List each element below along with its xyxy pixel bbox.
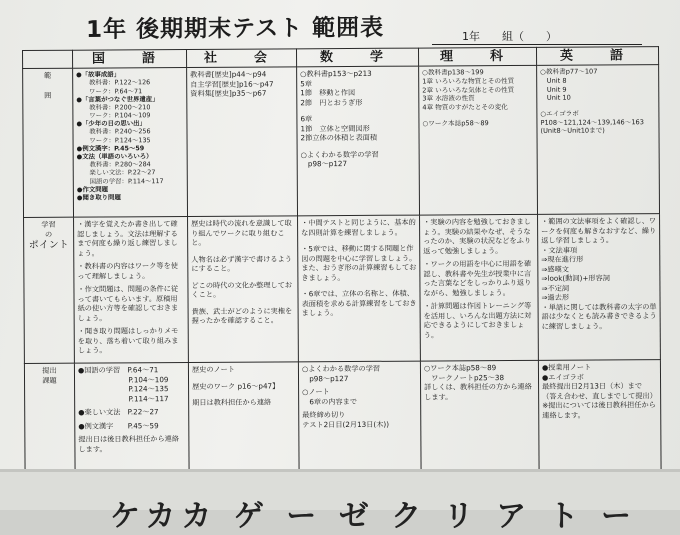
subject-header-kokugo: 国 語 <box>73 49 187 68</box>
submit-sugaku: ○よくわかる数学の学習 p98〜p127 ○ノート 6章の内容まで 最終締め切り テスト2日目(2月13日(木)) <box>298 361 421 476</box>
points-row <box>24 214 661 364</box>
subject-header-rika: 理 科 <box>418 47 536 66</box>
submit-rika: ○ワーク本誌p58〜89 ワークノートp25〜38 詳しくは、教科担任の方から連絡します。 <box>420 361 539 476</box>
points-shakai: 歴史は時代の流れを意識して取り組んでワークに取り組むこと。 人物名は必ず漢字で書けるようにすること。 どこの時代の文化か整理しておくこと。 貴族、武士がどのように実権を握ったかを確認すること。 <box>188 216 299 363</box>
submit-kokugo: ●国語の学習 P.64〜71 P.104〜109 P.124〜135 P.114〜117 ●楽しい文法 P.22〜27 ●例文漢字 P.45〜59 提出日は後日教科担任から連絡します。 <box>74 363 189 478</box>
submit-row <box>24 360 661 478</box>
subject-header-shakai: 社 会 <box>186 49 296 68</box>
submit-eigo: ●授業用ノート ●エイゴラボ 最終提出日2月13日（木）まで （答え合わせ、直しまでして提出） ※提出については後日教科担任から連絡します。 <box>538 360 661 475</box>
row-head-points: 学習 の ポイント <box>24 217 75 363</box>
class-name-field <box>432 26 642 45</box>
subject-header-sugaku: 数 学 <box>296 48 418 67</box>
submit-shakai: 歴史のノート 歴史のワーク p16〜p47】 期日は教科担任から連絡 <box>188 362 299 477</box>
points-rika: ・実験の内容を勉強しておきましょう。実験の結果やなぜ、そうなったのか、実験の状況などをふり返って勉強しましょう。 ・ワークの用語を中心に用語を確認し、教科書や先生が授業中に言った言葉などをしっかりふり返りながら、勉強しましょう。 ・計算問題は作図トレーニング等を活用し、いろんな出題方法に対応できるようにしておきましょう。 <box>420 215 539 362</box>
cut-off-heading: ケカカ ゲ ー ゼ ク リ ア ト ー <box>110 499 637 534</box>
range-eigo: ○教科書p77〜107 Unit 8 Unit 9 Unit 10 ○エイゴラボ P108〜121,124〜139,146〜163 (Unit8〜Unit10まで) <box>537 65 660 215</box>
range-rika: ○教科書p138〜199 1章 いろいろな物質とその性質 2章 いろいろな気体とその性質 3章 水溶液の性質 4章 物質のすがたとその変化 ○ワーク本誌p58〜89 <box>419 66 538 216</box>
page-title: 1年 後期期末テスト 範囲表 <box>85 14 385 44</box>
row-head-submit: 提出 課題 <box>24 363 75 477</box>
corner-cell <box>23 50 73 68</box>
row-head-range: 範 囲 <box>23 68 74 217</box>
test-range-table <box>22 46 662 478</box>
range-shakai: 教科書[歴史]p44〜p94 自主学習[歴史]p16〜p47 資料集[歴史]p35〜p67 <box>187 67 298 217</box>
points-kokugo: ・漢字を覚えたか書き出して確認しましょう。文法は理解するまで何度も繰り返し練習しましょう。 ・教科書の内容はワーク等を使って理解しましょう。 ・作文問題は、問題の条件に従って書いてもらいます。原稿用紙の使い方等を確認しておきましょう。 ・聞き取り問題はしっかりメモを取り、落ち着いて取り組みましょう。 <box>74 217 189 364</box>
page-edge-divider <box>0 469 680 472</box>
points-eigo: ・範囲の文法事項をよく確認し、ワークを何度も解きなおすなど、繰り返し学習しましょう。 ・文法事項 ⇒現在進行形 ⇒感嘆文 ⇒look(動詞)+形容詞 ⇒不定詞 ⇒過去形 ・単語に関しては教科書の太字の単語は少なくとも読み書きできるように練習しましょう。 <box>538 214 661 361</box>
class-name-label: 1年 組（ ） <box>462 30 557 43</box>
range-kokugo: ●「故事成語」 教科書：P.122〜126 ワーク：P.64〜71 ●「言葉がつなぐ世界遺産」 教科書：P.200〜210 ワーク：P.104〜109 ●「少年の日の思い出」 教科書：P.240〜256 ワーク：P.124〜135 ●例文漢字：P.45〜59 ●文法（単語のいろいろ） 教科書：P.280〜284 楽しい文法：P.22〜27 国語の学習：P.114〜117 ●作文問題 ●聞き取り問題 <box>73 68 188 218</box>
range-row <box>23 65 660 218</box>
range-sugaku: ○教科書p153〜p213 5章 1節 移動と作図 2節 円とおうぎ形 6章 1節 立体と空間図形 2節立体の体積と表面積 ○よくわかる数学の学習 p98〜p127 <box>297 66 420 216</box>
subject-header-eigo: 英 語 <box>536 47 658 66</box>
points-sugaku: ・中間テストと同じように、基本的な四則計算を練習しましょう。 ・5章では、移動に関する問題と作図の問題を中心に学習しましょう。また、おうぎ形の計算練習もしておきましょう。 ・6章では、立体の名称と、体積、表面積を求める計算練習をしておきましょう。 <box>298 215 421 362</box>
